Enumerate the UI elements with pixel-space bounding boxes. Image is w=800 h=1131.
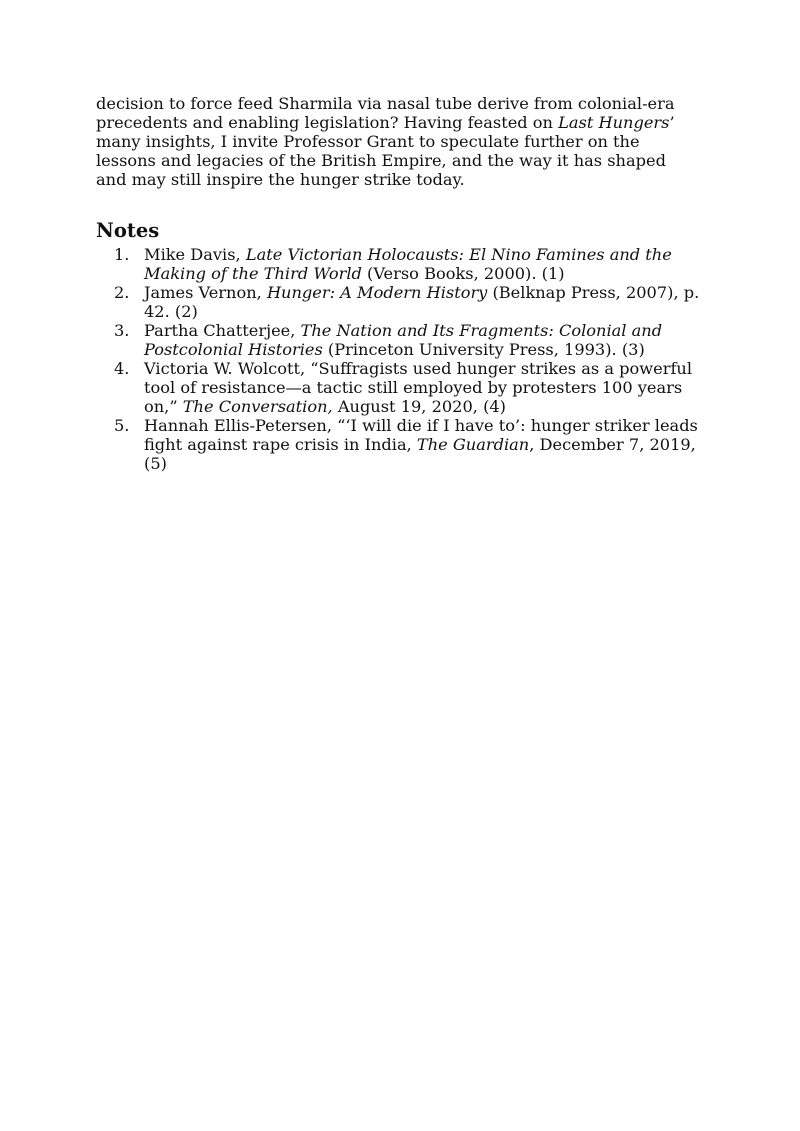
note-number: 3. — [114, 321, 130, 340]
note-text: James Vernon, — [144, 283, 267, 302]
notes-heading: Notes — [96, 219, 160, 242]
note-item — [96, 245, 700, 283]
note-title: Hunger: A Modern History — [266, 283, 488, 302]
body-paragraph — [96, 94, 700, 189]
note-title: The Conversation, — [182, 397, 333, 416]
notes-list — [96, 245, 700, 473]
note-item — [96, 321, 700, 359]
note-item — [96, 359, 700, 416]
note-number: 1. — [114, 245, 130, 264]
note-text: , December 7, 2019, (5) — [144, 435, 696, 473]
note-text: Victoria W. Wolcott, “Suffragists used hunger strikes as a powerful tool of resistance—a tactic still employed by protesters 100 years on,” — [144, 359, 693, 416]
note-title: The Nation and Its Fragments: Colonial and Postcolonial Histories — [144, 321, 663, 359]
note-item — [96, 416, 700, 473]
note-text: August 19, 2020, (4) — [332, 397, 506, 416]
note-number: 2. — [114, 283, 130, 302]
book-title-last-hungers: Last Hungers — [558, 113, 670, 132]
note-text: (Belknap Press, 2007), p. 42. (2) — [144, 283, 700, 321]
note-text: (Princeton University Press, 1993). (3) — [322, 340, 645, 359]
paragraph-text-start: decision to force feed Sharmila via nasal tube derive from colonial-era precedents and enabling legislation? Having feasted on — [96, 94, 675, 132]
note-item — [96, 283, 700, 321]
note-number: 5. — [114, 416, 130, 435]
note-title: Late Victorian Holocausts: El Nino Famines and the Making of the Third World — [144, 245, 672, 283]
note-text: Mike Davis, — [144, 245, 246, 264]
note-text: Hannah Ellis-Petersen, “‘I will die if I have to’: hunger striker leads fight against rape crisis in India, — [144, 416, 698, 454]
note-title: The Guardian — [416, 435, 530, 454]
note-number: 4. — [114, 359, 130, 378]
document-page — [96, 94, 700, 473]
note-text: Partha Chatterjee, — [144, 321, 301, 340]
paragraph-text-end: ’ many insights, I invite Professor Grant to speculate further on the lessons and legacies of the British Empire, and the way it has shaped and may still inspire the hunger strike today. — [96, 113, 675, 189]
note-text: (Verso Books, 2000). (1) — [361, 264, 565, 283]
